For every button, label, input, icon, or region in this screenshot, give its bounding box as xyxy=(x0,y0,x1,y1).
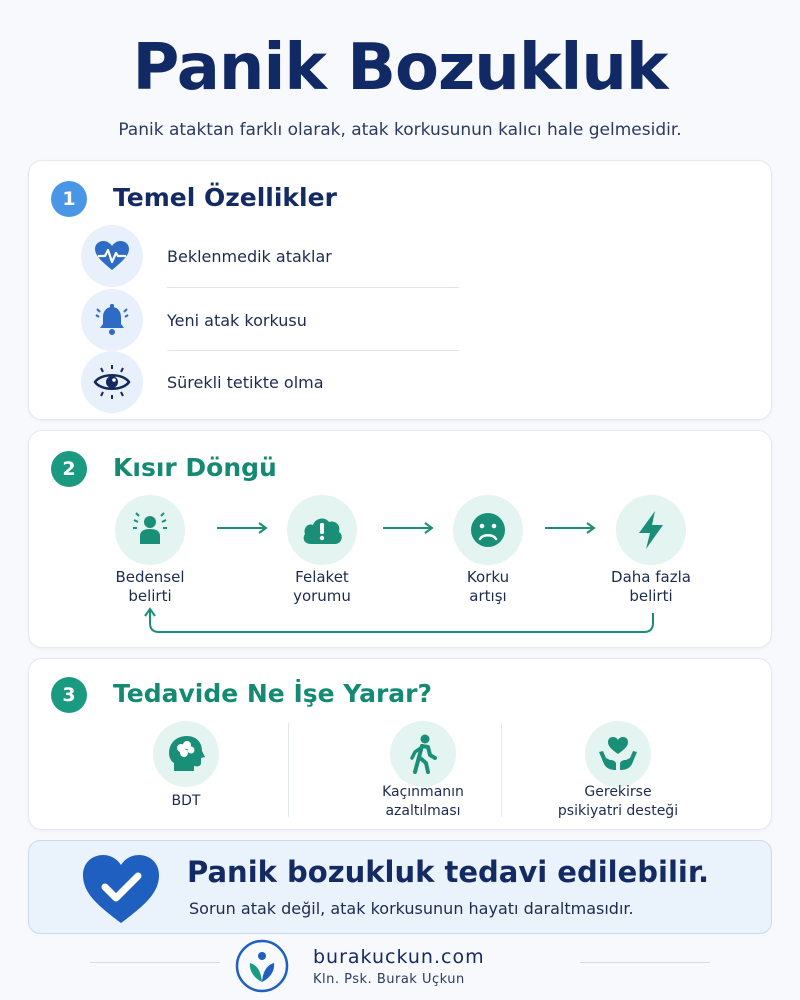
section-number-3: 3 xyxy=(51,677,87,713)
heartbeat-icon xyxy=(81,225,143,287)
feature-divider xyxy=(167,287,459,288)
hands-heart-icon xyxy=(585,721,651,787)
feature-divider xyxy=(167,350,459,351)
treatment-label: Gerekirse psikiyatri desteği xyxy=(557,784,679,819)
banner-subtext: Sorun atak değil, atak korkusunun hayatı daraltmasıdır. xyxy=(189,899,634,918)
treatment-label: Kaçınmanın azaltılması xyxy=(382,784,464,819)
features-title: Temel Özellikler xyxy=(113,183,337,212)
banner-headline: Panik bozukluk tedavi edilebilir. xyxy=(187,855,710,889)
section-number-1: 1 xyxy=(51,181,87,217)
feature-label-1: Beklenmedik ataklar xyxy=(167,247,332,266)
footer-divider xyxy=(90,962,220,963)
person-alert-icon xyxy=(115,495,185,565)
loop-arrow-icon xyxy=(141,605,661,639)
sad-face-icon xyxy=(453,495,523,565)
footer-author: Kln. Psk. Burak Uçkun xyxy=(313,972,465,987)
conclusion-banner xyxy=(28,840,772,934)
section-number-2: 2 xyxy=(51,451,87,487)
bell-icon xyxy=(81,289,143,351)
cycle-step-label: Daha fazla belirti xyxy=(611,568,691,605)
footer-divider xyxy=(580,962,710,963)
lightning-icon xyxy=(616,495,686,565)
page-title: Panik Bozukluk xyxy=(132,31,668,105)
head-brain-icon xyxy=(153,721,219,787)
arrow-right-icon xyxy=(215,521,271,535)
arrow-right-icon xyxy=(381,521,437,535)
cycle-step-label: Bedensel belirti xyxy=(115,568,185,605)
cycle-step-label: Korku artışı xyxy=(466,568,510,605)
cycle-step-label: Felaket yorumu xyxy=(293,568,351,605)
column-divider xyxy=(288,723,289,817)
treatment-card xyxy=(28,658,772,830)
walking-person-icon xyxy=(390,721,456,787)
eye-icon xyxy=(81,351,143,413)
feature-label-3: Sürekli tetikte olma xyxy=(167,373,324,392)
footer-website[interactable]: burakuckun.com xyxy=(313,946,485,968)
arrow-right-icon xyxy=(543,521,599,535)
features-card xyxy=(28,160,772,420)
cycle-title: Kısır Döngü xyxy=(113,453,277,482)
heart-check-icon xyxy=(79,851,163,927)
cycle-card xyxy=(28,430,772,648)
cloud-exclamation-icon xyxy=(287,495,357,565)
page-subtitle: Panik ataktan farklı olarak, atak korkusunun kalıcı hale gelmesidir. xyxy=(118,120,682,140)
treatment-title: Tedavide Ne İşe Yarar? xyxy=(113,679,433,708)
feature-label-2: Yeni atak korkusu xyxy=(167,311,307,330)
leaf-person-logo xyxy=(234,938,290,994)
treatment-label: BDT xyxy=(171,793,201,809)
